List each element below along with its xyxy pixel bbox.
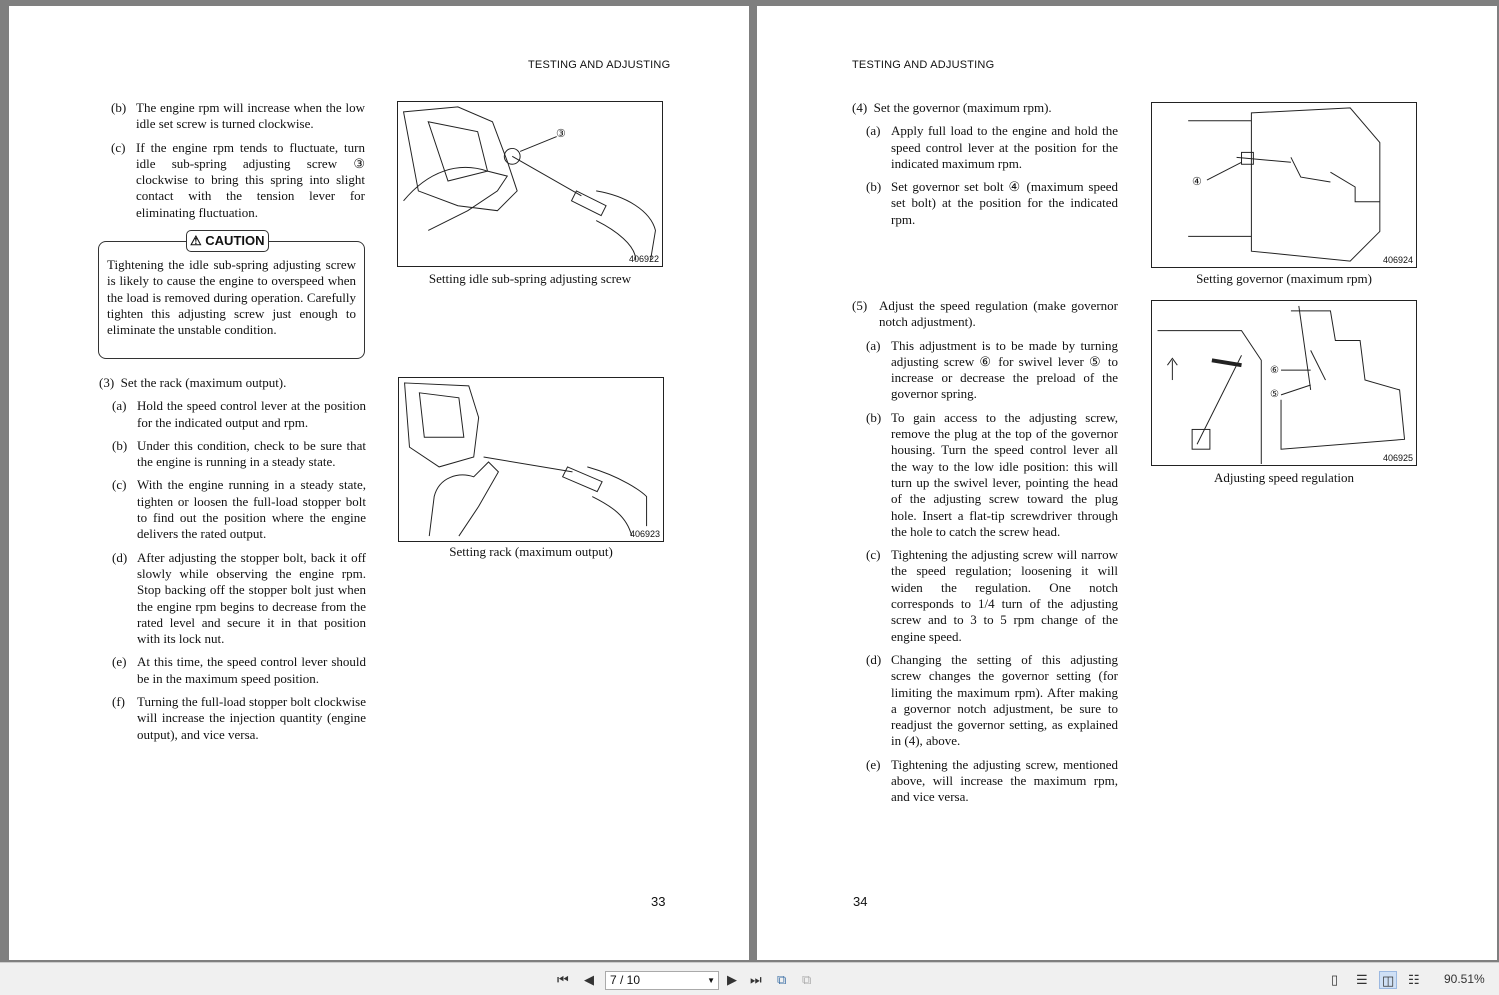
- page-header: TESTING AND ADJUSTING: [528, 59, 671, 71]
- illustration-hands-screwdriver: [398, 102, 662, 266]
- figure-caption: Adjusting speed regulation: [1213, 470, 1355, 485]
- page-number: 34: [853, 894, 868, 909]
- item-text: Turning the full-load stopper bolt clockwise will increase the injection quantity (engine output), and vice versa.: [137, 694, 366, 742]
- list-item: [112, 438, 366, 471]
- item-text: Tightening the adjusting screw, mentioned above, will increase the maximum rpm, and vice versa.: [891, 756, 1118, 805]
- caution-title: [186, 230, 269, 252]
- list-item: [866, 547, 1118, 645]
- caution-label: CAUTION: [205, 233, 265, 248]
- item-label: (d): [866, 651, 882, 667]
- figure-governor: [1151, 102, 1417, 268]
- last-page-button[interactable]: ⏭: [750, 972, 762, 987]
- figure-caption: Setting idle sub-spring adjusting screw: [428, 271, 632, 286]
- step-4: [852, 100, 1118, 235]
- list-item: [111, 100, 365, 133]
- item-label: (b): [111, 100, 127, 115]
- warning-triangle-icon: ⚠: [190, 233, 202, 248]
- item-label: (e): [866, 756, 881, 772]
- figure-number: 406924: [1382, 255, 1413, 265]
- viewer-toolbar: [0, 962, 1499, 995]
- continuous-view-icon[interactable]: ☰: [1356, 972, 1368, 987]
- list-item: [866, 410, 1118, 540]
- item-text: To gain access to the adjusting screw, remove the plug at the top of the governor housing. Turn the speed control lever all the way to the low idle position: this will turn up the swivel lever, pointing the head of the adjusting screw toward the plug hole. Insert a flat-tip screwdriver through the hole to catch the screw head.: [891, 409, 1118, 539]
- previous-page-button[interactable]: ◀: [584, 972, 594, 987]
- item-label: (a): [866, 123, 881, 139]
- list-item: [112, 550, 366, 648]
- item-text: If the engine rpm tends to fluctuate, turn idle sub-spring adjusting screw ③ clockwise to bring this spring into slight contact with the tension lever for eliminating fluctuation.: [136, 139, 365, 220]
- item-label: (c): [111, 139, 126, 155]
- list-item: [112, 477, 366, 542]
- step-title: [99, 375, 366, 391]
- item-text: At this time, the speed control lever should be in the maximum speed position.: [137, 654, 366, 686]
- item-text: This adjustment is to be made by turning adjusting screw ⑥ for swivel lever ⑤ to increase or decrease the preload of the governor spring.: [891, 337, 1118, 402]
- step-title-text: Set the governor (maximum rpm).: [873, 100, 1052, 115]
- item-text: Under this condition, check to be sure that the engine is running in a steady state.: [137, 437, 366, 470]
- illustration-governor-spring: [1152, 301, 1416, 465]
- item-text: The engine rpm will increase when the low idle set screw is turned clockwise.: [136, 100, 365, 132]
- first-page-button[interactable]: ⏮: [557, 972, 569, 987]
- list-item: [866, 123, 1118, 172]
- list-item: [866, 652, 1118, 750]
- item-label: (f): [112, 694, 125, 710]
- list-item: [866, 757, 1118, 806]
- item-label: (b): [866, 179, 882, 195]
- figure-caption: Setting rack (maximum output): [449, 544, 613, 559]
- item-text: With the engine running in a steady state, tighten or loosen the full-load stopper bolt to find out the position where the engine delivers the rated output.: [137, 477, 366, 542]
- step-title: [852, 100, 1118, 116]
- item-label: (b): [112, 437, 128, 453]
- step-label: (3): [99, 375, 115, 390]
- item-label: (e): [112, 654, 127, 670]
- step-title-text: Set the rack (maximum output).: [120, 375, 287, 390]
- pdf-page-33: [9, 6, 749, 960]
- list-item: [111, 140, 365, 221]
- list-item: [112, 694, 366, 743]
- item-text: Tightening the adjusting screw will narrow the speed regulation; loosening it will widen the regulation. One notch corresponds to 1/4 turn of the adjusting screw and to 3 to 5 rpm change of the engine speed.: [891, 547, 1118, 644]
- item-label: (c): [866, 547, 881, 563]
- callout-3: ③: [556, 128, 566, 140]
- step-title-text: Adjust the speed regulation (make governor notch adjustment).: [879, 298, 1118, 330]
- list-item: [112, 654, 366, 687]
- figure-speed-regulation: [1151, 300, 1417, 466]
- illustration-rack-adjust: [399, 378, 663, 541]
- figure-number: 406925: [1382, 453, 1413, 463]
- go-forward-view-icon[interactable]: ⧉: [802, 972, 812, 987]
- callout-4: ④: [1192, 176, 1202, 188]
- figure-number: 406923: [629, 529, 660, 539]
- pdf-page-34: [757, 6, 1497, 960]
- next-page-button[interactable]: ▶: [727, 972, 737, 987]
- go-back-view-icon[interactable]: ⧉: [777, 972, 787, 987]
- item-text: After adjusting the stopper bolt, back it off slowly while observing the engine rpm. Stop backing off the stopper bolt just when the engine rpm begins to decrease from the rated level and secure it in that position with its lock nut.: [137, 549, 366, 647]
- caution-box: [98, 233, 365, 359]
- steps-b-c: [111, 100, 365, 228]
- item-label: (a): [112, 398, 127, 414]
- list-item: [866, 338, 1118, 403]
- item-text: Set governor set bolt ④ (maximum speed set bolt) at the position for the indicated rpm.: [891, 179, 1118, 227]
- step-label: (4): [852, 100, 868, 115]
- single-page-view-icon[interactable]: ▯: [1331, 972, 1339, 987]
- item-label: (d): [112, 549, 128, 565]
- page-number-input[interactable]: [605, 971, 719, 990]
- list-item: [112, 398, 366, 431]
- page-header: TESTING AND ADJUSTING: [852, 59, 995, 71]
- step-5: [852, 298, 1118, 813]
- facing-pages-view-icon[interactable]: ◫: [1379, 971, 1397, 989]
- page-number: 33: [651, 894, 666, 909]
- step-3: [99, 375, 366, 750]
- item-label: (c): [112, 477, 127, 493]
- figure-number: 406922: [628, 254, 659, 264]
- callout-5: ⑤: [1270, 389, 1279, 400]
- caution-text: Tightening the idle sub-spring adjusting screw is likely to cause the engine to overspeed when the load is removed during operation. Carefully tighten this adjusting screw just enough to eliminate the unstable condition.: [107, 257, 356, 338]
- figure-idle-sub-spring: [397, 101, 663, 267]
- item-text: Apply full load to the engine and hold the speed control lever at the position for the indicated maximum rpm.: [891, 123, 1118, 171]
- page-value: 7 / 10: [610, 973, 641, 987]
- step-label: (5): [852, 298, 868, 313]
- continuous-facing-view-icon[interactable]: ☷: [1408, 972, 1420, 987]
- figure-rack: [398, 377, 664, 542]
- item-text: Changing the setting of this adjusting screw changes the governor setting (for limiting the maximum rpm). After making a governor notch adjustment, be sure to readjust the governor setting, as explained in (4), above.: [891, 651, 1118, 749]
- zoom-level[interactable]: 90.51%: [1444, 972, 1485, 986]
- figure-caption: Setting governor (maximum rpm): [1196, 271, 1372, 286]
- chevron-down-icon[interactable]: ▼: [707, 976, 715, 985]
- list-item: [866, 179, 1118, 228]
- item-label: (a): [866, 337, 881, 353]
- item-label: (b): [866, 409, 882, 425]
- step-title: [852, 298, 1118, 331]
- item-text: Hold the speed control lever at the position for the indicated output and rpm.: [137, 398, 366, 430]
- callout-6: ⑥: [1270, 365, 1279, 376]
